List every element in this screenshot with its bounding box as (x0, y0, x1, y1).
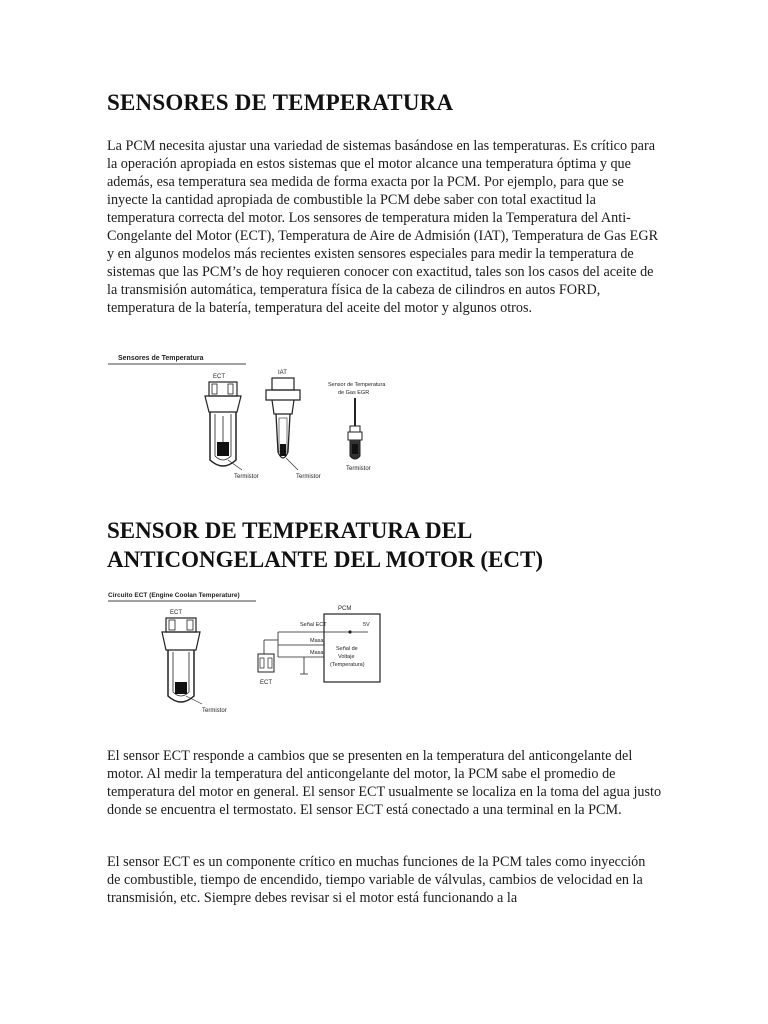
heading2-line1: SENSOR DE TEMPERATURA DEL (107, 518, 473, 543)
ect-sensor-circuit-drawing (162, 610, 227, 714)
figure2-label-pcm: PCM (338, 606, 352, 612)
egr-sensor-drawing (328, 382, 386, 472)
figure1-termistor-1: Termistor (234, 474, 259, 480)
figure2-label-senal-voltaje-1: Señal de (336, 646, 358, 652)
figure2-label-5v: 5V (363, 622, 370, 628)
section-heading-ect (107, 516, 667, 574)
figure1-title: Sensores de Temperatura (118, 355, 204, 362)
figure2-label-ect-bottom: ECT (260, 680, 272, 686)
figure2-label-ect-top: ECT (170, 610, 182, 616)
figure2-title: Circuito ECT (Engine Coolan Temperature) (108, 592, 240, 599)
figure1-label-iat: IAT (278, 370, 287, 376)
figure-ect-circuit (106, 588, 386, 724)
ect-sensor-drawing (205, 374, 259, 480)
figure1-termistor-3: Termistor (346, 466, 371, 472)
figure2-label-senal-ect: Señal ECT (300, 622, 327, 628)
sensors-illustration (106, 352, 396, 490)
figure1-label-egr-2: de Gas EGR (338, 390, 370, 396)
ect-circuit-illustration (106, 588, 386, 724)
heading2-line2: ANTICONGELANTE DEL MOTOR (ECT) (107, 547, 544, 572)
figure2-label-masa-1: Masa (310, 638, 324, 644)
figure2-label-senal-voltaje-3: (Temperatura) (330, 662, 365, 668)
figure2-label-termistor: Termistor (202, 708, 227, 714)
figure2-label-senal-voltaje-2: Voltaje (338, 654, 355, 660)
figure1-label-ect: ECT (213, 374, 225, 380)
figure1-label-egr-1: Sensor de Temperatura (328, 382, 386, 388)
ect-description-paragraph: El sensor ECT responde a cambios que se presenten en la temperatura del anticongelante del motor. Al medir la temperatura del anticongelante del motor, la PCM sabe el promedio de temperatura del motor en general. El sensor ECT usualmente se localiza en la toma del agua justo donde se encuentra el termostato. El sensor ECT está conectado a una terminal en la PCM. (107, 748, 662, 818)
pcm-box (324, 606, 380, 682)
ect-function-paragraph: El sensor ECT es un componente crítico en muchas funciones de la PCM tales como inyección de combustible, tiempo de encendido, tiempo variable de válvulas, cambios de velocidad en la transmisión, etc. Siempre debes revisar si el motor está funcionando a la (107, 854, 646, 906)
section-heading-sensores: SENSORES DE TEMPERATURA (107, 90, 454, 115)
intro-paragraph: La PCM necesita ajustar una variedad de sistemas basándose en las temperaturas. Es crítico para la operación apropiada en estos sistemas que el motor alcance una temperatura óptima y que además, esa temperatura sea medida de forma exacta por la PCM. Por ejemplo, para que se inyecte la cantidad apropiada de combustible la PCM debe saber con total exactitud la temperatura correcta del motor. Los sensores de temperatura miden la Temperatura del Anti-Congelante del Motor (ECT), Temperatura de Aire de Admisión (IAT), Temperatura de Gas EGR y en algunos modelos más recientes existen sensores especiales para medir la temperatura de sistemas que las PCM’s de hoy requieren conocer con exactitud, tales son los casos del aceite de la transmisión automática, temperatura física de la cabeza de cilindros en autos FORD, temperatura de la batería, temperatura del aceite del motor y algunos otros. (107, 138, 659, 316)
ect-connector-drawing (258, 654, 274, 686)
figure2-label-masa-2: Masa (310, 650, 324, 656)
figure1-termistor-2: Termistor (296, 474, 321, 480)
iat-sensor-drawing (266, 370, 321, 480)
figure-temperature-sensors (106, 352, 396, 490)
